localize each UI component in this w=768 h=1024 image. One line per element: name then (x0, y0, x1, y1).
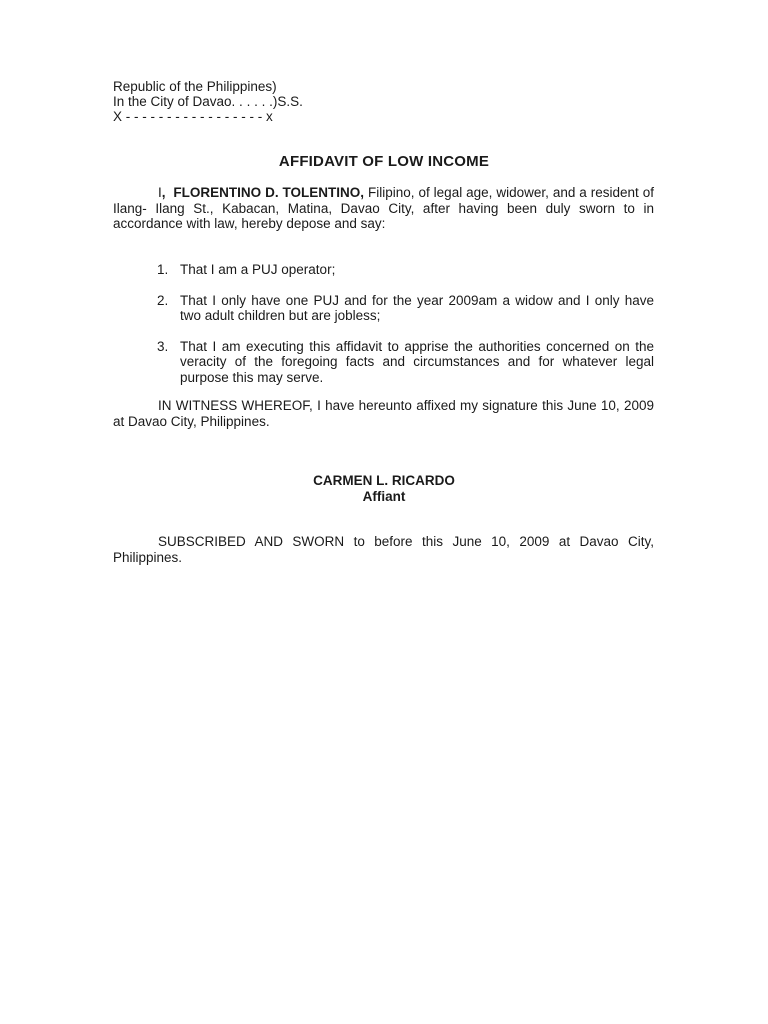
jurat-paragraph: SUBSCRIBED AND SWORN to before this June 10, 2009 at Davao City, Philippines. (113, 534, 654, 565)
list-item-number: 2. (157, 292, 169, 308)
signer-name: CARMEN L. RICARDO (313, 473, 455, 488)
witness-paragraph: IN WITNESS WHEREOF, I have hereunto affixed my signature this June 10, 2009 at Davao City, Philippines. (113, 398, 654, 429)
list-item (113, 339, 654, 386)
venue-header (113, 79, 303, 124)
document-title: AFFIDAVIT OF LOW INCOME (278, 153, 490, 170)
intro-text: Filipino, of legal age, widower, and a resident of Ilang- Ilang St., Kabacan, Matina, Davao City, after having been duly sworn to in accordance with law, hereby depose and say: (113, 185, 654, 231)
list-item (113, 293, 654, 324)
list-item-number: 1. (157, 262, 169, 277)
signature-block (0, 473, 768, 504)
intro-paragraph (113, 185, 654, 232)
intro-comma: , (161, 185, 166, 200)
signer-role: Affiant (362, 488, 406, 504)
venue-separator: X - - - - - - - - - - - - - - - - - x (113, 109, 273, 124)
affiant-name: FLORENTINO D. TOLENTINO, (173, 185, 365, 200)
list-item-text: That I am a PUJ operator; (180, 262, 336, 277)
list-item-number: 3. (157, 338, 169, 354)
venue-country: Republic of the Philippines) (113, 79, 277, 94)
list-item-text: That I am executing this affidavit to apprise the authorities concerned on the veracity of the foregoing facts and circumstances and for whatever legal purpose this may serve. (180, 338, 654, 385)
venue-city: In the City of Davao. . . . . .)S.S. (113, 94, 303, 109)
list-item-text: That I only have one PUJ and for the year 2009am a widow and I only have two adult children but are jobless; (180, 292, 654, 323)
statement-list (113, 262, 654, 400)
list-item (113, 262, 654, 278)
intro-prefix: I (158, 185, 162, 200)
